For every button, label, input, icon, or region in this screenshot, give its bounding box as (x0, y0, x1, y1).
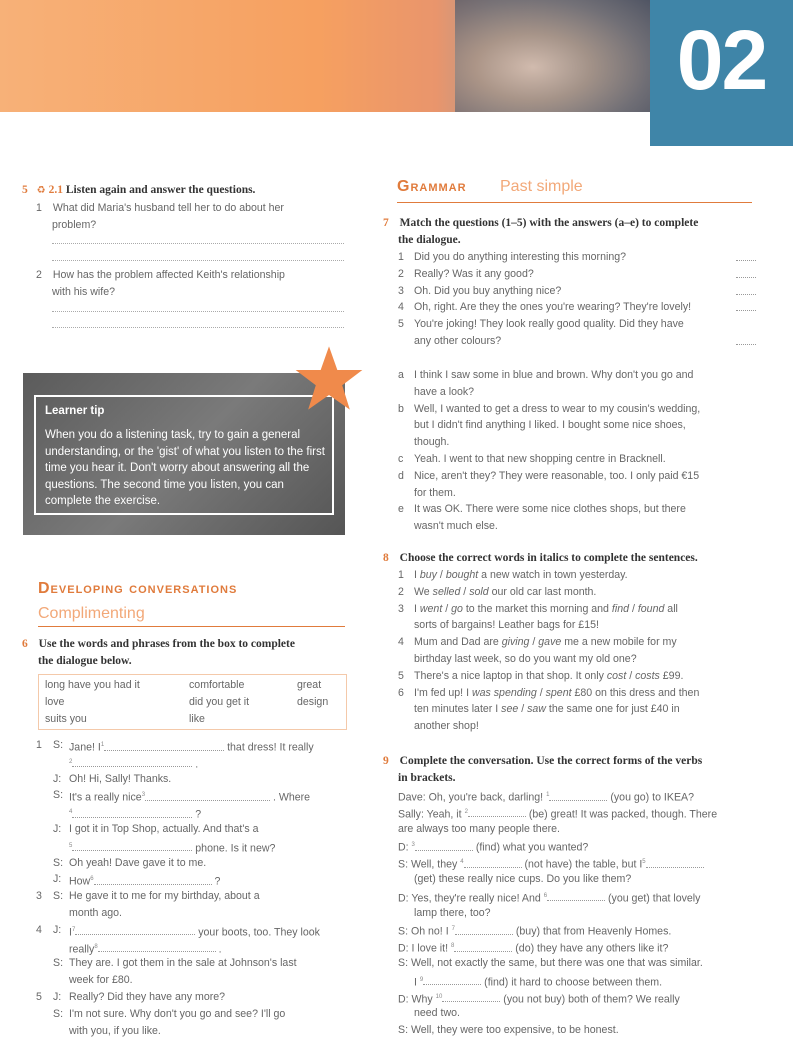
section-title: Developing conversations (38, 580, 238, 597)
exercise-instruction: Use the words and phrases from the box to complete (38, 638, 295, 650)
item-number: 3 (398, 602, 404, 615)
question-text: How has the problem affected Keith's relationship (52, 269, 285, 281)
conversation-line: need two. (414, 1007, 460, 1020)
answer-line[interactable] (52, 327, 344, 328)
section-divider (38, 626, 345, 627)
dialogue-line (36, 737, 346, 754)
answer-blank[interactable] (455, 924, 513, 935)
learner-tip-title: Learner tip (45, 405, 105, 417)
conversation-line: (get) these really nice cups. Do you like them? (414, 872, 632, 885)
answer-line (398, 485, 760, 502)
answer-slot[interactable] (736, 268, 756, 278)
answer-slot[interactable] (736, 251, 756, 261)
question-text: with his wife? (52, 286, 115, 298)
dialogue-line (36, 955, 346, 972)
blank-number: 5 (69, 842, 73, 849)
answer-blank[interactable] (442, 991, 500, 1002)
exercise-6 (22, 636, 295, 652)
sentence-line (398, 567, 760, 584)
audio-track: 2.1 (48, 184, 63, 196)
exercise-7 (383, 215, 698, 231)
item-text: Did you do anything interesting this morning? (414, 251, 626, 263)
item-text[interactable]: I'm fed up! I was spending / spent £80 on this dress and then (414, 686, 700, 699)
item-text[interactable]: I went / go to the market this morning and find / found all (414, 602, 678, 615)
answer-line (398, 451, 760, 468)
exercise-instruction: Match the questions (1–5) with the answers (a–e) to complete (399, 217, 699, 229)
conversation-line: S: Well, they were too expensive, to be honest. (398, 1024, 619, 1037)
blank-number: 6 (543, 892, 548, 899)
answer-blank[interactable] (72, 756, 192, 767)
item-text: though. (414, 436, 450, 449)
conversation-line: I $^9$ (find) it hard to choose between them. (414, 976, 663, 989)
line-text: I'm not sure. Why don't you go and see? I'll go (69, 1007, 286, 1020)
line-text: $^2$ . (69, 758, 199, 771)
blank-number: 4 (460, 859, 464, 866)
learner-tip-frame (34, 395, 334, 515)
line-number: 5 (36, 990, 42, 1003)
item-text: I think I saw some in blue and brown. Why don't you go and (414, 369, 694, 381)
line-text: It's a really nice$^3$ . Where (69, 791, 311, 804)
sentence-line (398, 701, 760, 718)
line-number: 4 (36, 923, 42, 936)
speaker-label: J: (53, 772, 62, 785)
answer-blank[interactable] (454, 941, 512, 952)
item-text: but I didn't find anything I liked. I bought some nice shoes, (414, 419, 686, 432)
item-letter: e (398, 503, 404, 516)
word-box-item: comfortable (189, 679, 245, 691)
blank-number: 1 (546, 792, 550, 798)
word-box-item: love (45, 696, 65, 708)
line-text: Jane! $I^1$ that dress! It really (69, 741, 314, 754)
star-icon (294, 345, 364, 411)
item-number: 1 (398, 569, 404, 581)
sentence-line (398, 651, 760, 668)
speaker-label: J: (53, 923, 62, 936)
unit-number: 02 (676, 13, 767, 107)
line-text: Oh! Hi, Sally! Thanks. (69, 772, 172, 785)
line-text: with you, if you like. (69, 1024, 161, 1037)
speaker-label: S: (53, 1007, 64, 1020)
learner-tip-text: When you do a listening task, try to gain a general understanding, or the 'gist' of what you listen to the first time you hear it. Don't worry about answering all the questions. The second time you listen, you can complete the exercise. (45, 429, 325, 507)
item-letter: d (398, 469, 404, 482)
answer-line (398, 417, 760, 434)
item-text: You're joking! They look really good quality. Did they have (414, 318, 684, 331)
answer-blank[interactable] (72, 840, 192, 851)
answer-blank[interactable] (547, 890, 605, 901)
answer-blank[interactable] (75, 924, 195, 935)
blank-number: 7 (451, 926, 455, 933)
item-text: Really? Was it any good? (414, 267, 534, 280)
section-divider (397, 202, 752, 203)
answer-line (398, 384, 760, 401)
dialogue (36, 737, 346, 1039)
section-title: Grammar (397, 178, 467, 195)
word-box-item: did you get it (189, 696, 250, 708)
item-letter: c (398, 452, 404, 465)
exercise-8 (383, 550, 698, 566)
dialogue-line (36, 1006, 346, 1023)
blank-number: 2 (69, 758, 73, 765)
exercise-5 (22, 182, 255, 198)
item-text: Yeah. I went to that new shopping centre in Bracknell. (414, 452, 666, 465)
item-text: have a look? (414, 385, 475, 398)
conversation-line: Sally: Yeah, it $^2$ (be) great! It was packed, though. There (398, 808, 718, 821)
question-line (398, 299, 760, 316)
item-number: 2 (398, 585, 404, 598)
item-number: 5 (398, 318, 404, 331)
conversation-line: S: Oh no! I $^7$ (buy) that from Heavenly Homes. (398, 925, 672, 938)
dialogue-line (36, 888, 346, 905)
line-text: $^5$ phone. Is it new? (69, 842, 276, 855)
conversation-line: S: Well, they $^4$ (not have) the table, but $I^5$ (398, 854, 760, 871)
line-number: 3 (36, 890, 42, 903)
answer-line (398, 434, 760, 451)
line-text: month ago. (69, 906, 123, 919)
conversation-line: D: Why $^{10}$ (you not buy) both of them? We really (398, 993, 680, 1006)
item-letter: a (398, 369, 404, 381)
answer-blank[interactable] (415, 840, 473, 851)
sentence-line (398, 584, 760, 601)
blank-number: 8 (450, 943, 455, 950)
answer-line[interactable] (52, 243, 344, 244)
speaker-label: J: (53, 822, 62, 835)
answer-blank[interactable] (145, 790, 270, 801)
item-number: 5 (398, 669, 404, 682)
answer-line (398, 468, 760, 485)
dialogue-line (36, 905, 346, 922)
dialogue-line (36, 821, 346, 838)
section-subtitle: Past simple (500, 178, 583, 195)
conversation-line: are always too many people there. (398, 822, 560, 835)
line-text: week for £80. (69, 974, 133, 987)
answer-blank[interactable] (94, 874, 212, 885)
answer-blank[interactable] (72, 807, 192, 818)
item-letter: b (398, 402, 404, 415)
blank-number: 10 (435, 993, 443, 1000)
dialogue-line (36, 1023, 346, 1040)
answer-blank[interactable] (464, 857, 522, 868)
answer-line[interactable] (52, 260, 344, 261)
answer-line (398, 367, 760, 384)
answer-blank[interactable] (423, 974, 481, 985)
question-text: What did Maria's husband tell her to do about her (52, 202, 284, 214)
line-text: I got it in Top Shop, actually. And that's a (69, 822, 259, 835)
section-subtitle: Complimenting (38, 605, 145, 622)
item-text[interactable]: sorts of bargains! Leather bags for £15! (414, 619, 599, 632)
item-text: Oh. Did you buy anything nice? (414, 284, 562, 297)
blank-number: 3 (141, 792, 146, 799)
dialogue-line (36, 754, 346, 771)
conversation-line: D: $^3$ (find) what you wanted? (398, 841, 589, 854)
dialogue-line (36, 922, 346, 939)
item-number: 2 (398, 267, 404, 280)
word-box (38, 674, 347, 730)
item-number: 4 (398, 301, 404, 314)
answer-slot[interactable] (736, 285, 756, 295)
conversation-line: D: Yes, they're really nice! And $^6$ (you get) that lovely (398, 892, 701, 905)
dialogue-line (36, 804, 346, 821)
exercise-number: 7 (383, 217, 389, 229)
exercise-instruction: in brackets. (398, 772, 456, 784)
speaker-label: S: (53, 739, 64, 751)
item-text: for them. (414, 486, 456, 499)
line-number: 1 (36, 739, 42, 751)
word-box-item: like (189, 713, 205, 725)
answer-list (398, 367, 760, 535)
answer-line (398, 501, 760, 518)
answer-blank[interactable] (468, 806, 526, 817)
question-line (398, 249, 760, 266)
question-line (398, 283, 760, 300)
item-text[interactable]: I buy / bought a new watch in town yesterday. (414, 569, 628, 581)
conversation-line: S: Well, not exactly the same, but there was one that was similar. (398, 956, 703, 969)
word-box-item: design (297, 696, 329, 708)
exercise-number: 8 (383, 552, 389, 564)
unit-number-box (650, 0, 793, 146)
answer-blank[interactable] (646, 857, 704, 868)
line-text: $^4$ ? (69, 808, 202, 821)
speaker-label: S: (53, 890, 64, 903)
line-text: They are. I got them in the sale at Johnson's last (69, 957, 297, 970)
dialogue-line (36, 771, 346, 788)
item-text[interactable]: birthday last week, so do you want my old one? (414, 652, 637, 665)
item-text[interactable]: another shop! (414, 720, 479, 733)
dialogue-line (36, 939, 346, 956)
audio-icon: ♻ (36, 185, 46, 196)
exercise-instruction: Choose the correct words in italics to complete the sentences. (399, 552, 698, 564)
line-text: Oh yeah! Dave gave it to me. (69, 856, 207, 869)
speaker-label: S: (53, 957, 64, 970)
item-number: 3 (398, 284, 404, 297)
question-line (398, 266, 760, 283)
question-text: problem? (52, 219, 97, 231)
answer-blank[interactable] (98, 941, 216, 952)
exercise-instruction: Complete the conversation. Use the correct forms of the verbs (399, 755, 703, 767)
answer-blank[interactable] (104, 740, 224, 751)
item-number: 6 (398, 686, 404, 699)
word-box-item: suits you (45, 713, 87, 725)
conversation-line: Dave: Oh, you're back, darling! $^1$ (you go) to IKEA? (398, 791, 694, 804)
answer-slot[interactable] (736, 301, 756, 311)
blank-number: 4 (69, 809, 73, 816)
speaker-label: J: (53, 990, 62, 1003)
sentence-line (398, 617, 760, 634)
exercise-number: 5 (22, 184, 28, 196)
sentence-line (398, 601, 760, 618)
sentence-list (398, 567, 760, 735)
item-number: 4 (398, 636, 404, 649)
question-list (398, 249, 760, 350)
line-text: $I^7$ your boots, too. They look (69, 926, 320, 939)
item-text: It was OK. There were some nice clothes shops, but there (414, 503, 686, 516)
item-text[interactable]: We selled / sold our old car last month. (414, 585, 597, 598)
dialogue-line (36, 855, 346, 872)
sentence-line (398, 634, 760, 651)
answer-blank[interactable] (549, 790, 607, 801)
exercise-instruction: Listen again and answer the questions. (65, 184, 256, 196)
conversation (398, 787, 760, 1039)
word-box-item: long have you had it (45, 679, 140, 691)
word-box-item: great (297, 679, 322, 691)
question-line (398, 333, 760, 350)
blank-number: 5 (642, 859, 646, 866)
blank-number: 7 (71, 926, 76, 933)
header-photo (455, 0, 650, 112)
answer-line[interactable] (52, 311, 344, 312)
blank-number: 1 (100, 742, 105, 748)
item-number: 1 (398, 251, 404, 263)
speaker-label: S: (53, 789, 64, 802)
item-text: Nice, aren't they? They were reasonable, too. I only paid €15 (414, 469, 700, 482)
blank-number: 9 (419, 976, 424, 983)
sentence-line (398, 668, 760, 685)
exercise-number: 9 (383, 755, 389, 767)
exercise-9 (383, 753, 702, 769)
dialogue-line (36, 972, 346, 989)
blank-number: 2 (464, 808, 468, 815)
line-text: really$^8$ . (69, 943, 222, 956)
conversation-line: D: I love it! $^8$ (do) they have any others like it? (398, 942, 669, 955)
item-text: wasn't much else. (414, 520, 498, 533)
item-text: any other colours? (414, 334, 502, 347)
blank-number: 6 (90, 876, 94, 883)
line-text: Really? Did they have any more? (69, 990, 226, 1003)
speaker-label: J: (53, 873, 62, 886)
answer-slot[interactable] (736, 335, 756, 345)
line-text: He gave it to me for my birthday, about a (69, 890, 260, 903)
exercise-instruction: the dialogue below. (38, 655, 132, 667)
answer-line (398, 401, 760, 418)
speaker-label: S: (53, 856, 64, 869)
exercise-instruction: the dialogue. (398, 234, 461, 246)
item-text: Oh, right. Are they the ones you're wearing? They're lovely! (414, 301, 692, 314)
answer-line (398, 518, 760, 535)
sentence-line (398, 685, 760, 702)
item-text[interactable]: There's a nice laptop in that shop. It only cost / costs £99. (414, 669, 684, 682)
item-text[interactable]: Mum and Dad are giving / gave me a new mobile for my (414, 636, 677, 649)
dialogue-line (36, 871, 346, 888)
dialogue-line (36, 838, 346, 855)
exercise-number: 6 (22, 638, 28, 650)
blank-number: 8 (94, 943, 98, 950)
line-text: How$^6$ ? (69, 875, 221, 888)
sentence-line (398, 718, 760, 735)
dialogue-line (36, 787, 346, 804)
item-text: Well, I wanted to get a dress to wear to my cousin's wedding, (414, 402, 701, 415)
conversation-line: lamp there, too? (414, 906, 491, 919)
question-line (398, 316, 760, 333)
item-text[interactable]: ten minutes later I see / saw the same one for just £40 in (414, 703, 680, 716)
dialogue-line (36, 989, 346, 1006)
blank-number: 3 (411, 842, 415, 849)
